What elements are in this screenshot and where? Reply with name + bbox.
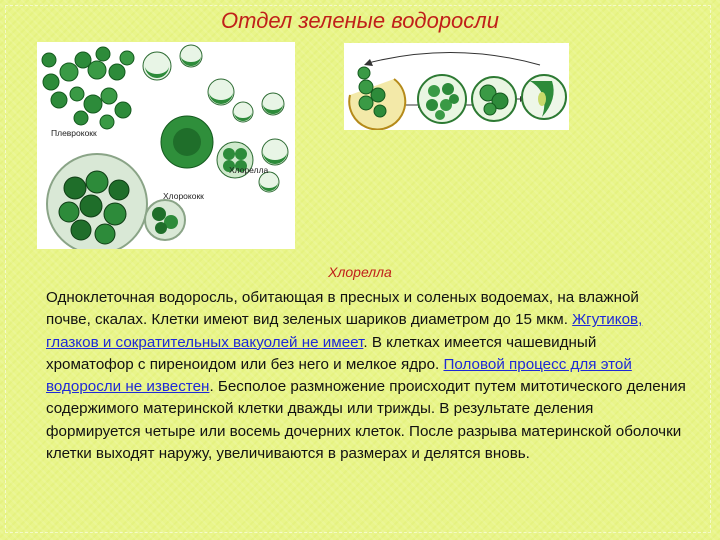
description-part-1: Одноклеточная водоросль, обитающая в пресных и соленых водоемах, на влажной почве, скалах. Клетки имеют вид зеленых шариков диаметром до 15 мкм. — [46, 289, 639, 329]
algae-drawing — [37, 42, 295, 249]
description-text — [46, 287, 686, 465]
description-paragraph — [46, 287, 686, 465]
division-stage-2 — [418, 75, 466, 123]
description-part-3: . Бесполое размножение происходит путем митотического деления содержимого материнской клетки дважды или трижды. В результате деления формируется четыре или восемь дочерних клеток. После разрыва материнской оболочки клетки выходят наружу, увеличиваются в размерах и делятся вновь. — [46, 378, 686, 463]
section-subtitle: Хлорелла — [328, 264, 392, 280]
division-stage-1 — [349, 67, 405, 129]
division-cycle-illustration — [344, 43, 569, 130]
pleurococcus-label: Плеврококк — [51, 128, 97, 138]
chlorococcus-cell — [47, 154, 185, 249]
chlorella-label: Хлорелла — [229, 165, 269, 175]
link-sexual-process-unknown[interactable]: Половой процесс для этой водоросли не известен — [46, 355, 632, 396]
division-cycle-drawing — [344, 43, 569, 130]
algae-illustration — [37, 42, 295, 249]
description-part-2: . В клетках имеется чашевидный хроматофор с пиреноидом или без него и мелкое ядро. — [46, 333, 597, 373]
slide-title: Отдел зеленые водоросли — [221, 8, 499, 33]
link-no-flagella[interactable]: Жгутиков, глазков и сократительных вакуолей не имеет — [46, 311, 643, 351]
chlorococcus-label: Хлорококк — [163, 191, 204, 201]
pleurococcus-cells — [42, 47, 134, 129]
division-stage-4 — [522, 75, 566, 119]
division-stage-3 — [472, 77, 516, 121]
